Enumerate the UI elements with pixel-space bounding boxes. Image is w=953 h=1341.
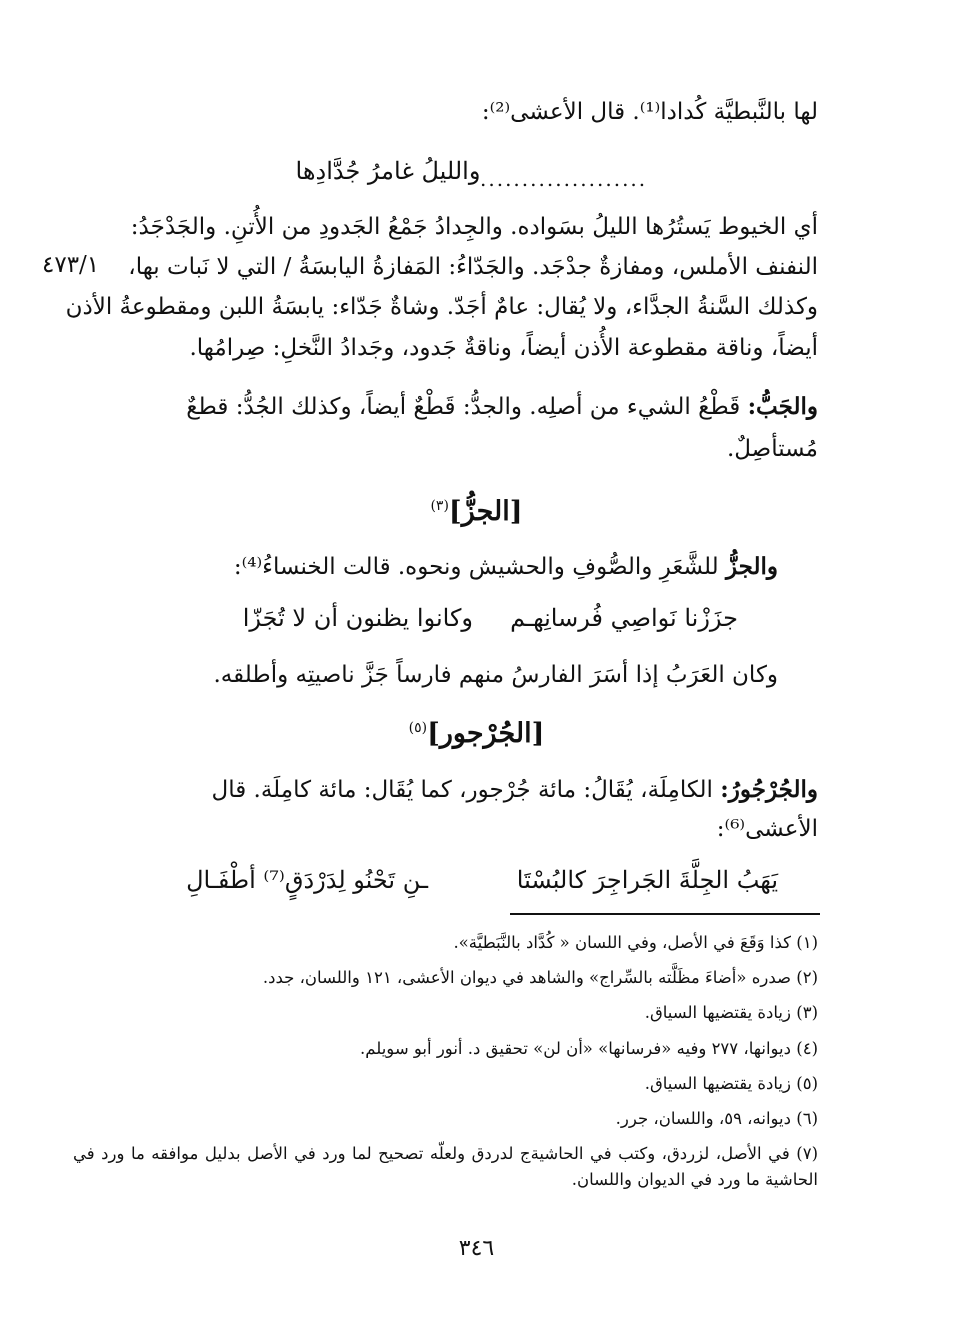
- text-line-7: مُستأصِلٌ.: [726, 436, 818, 462]
- verse-2-first-hemistich: جزَزْنا نَواصِي فُرسانِهـم: [510, 604, 738, 632]
- text-line-4: وكذلك السَّنةُ الجدَّاء، ولا يُقال: عامٌ أجَدّ. وشاةٌ جَدّاء: يابسَةُ اللبن ومقطوعةُ الأذن: [65, 294, 818, 320]
- text-line-2: أي الخيوط يَستُرُها الليلُ بسَواده. والجِدادُ جَمْعُ الجَدودِ من الأُتنِ. والجَدْجَدُ:: [130, 214, 818, 240]
- verse-1-ellipsis: ....................: [480, 167, 648, 191]
- term-jurjur: والجُرْجُورُ:: [720, 776, 818, 803]
- text-line-6-body: قَطْعُ الشيء من أصلِه. والجدُّ: قَطْعٌ أيضاً، وكذلك الجُدُّ: قطعٌ: [186, 394, 741, 420]
- footnote-4: (٤) ديوانها، ٢٧٧ وفيه «فرسانها» «أن لن» تحقيق د. أنور أبو سويلم.: [360, 1039, 818, 1058]
- term-jazz: والجزُّ: [725, 553, 778, 580]
- text-line-10-body: الكامِلَة، يُقَالُ: مائة جُرْجور، كما يُقَال: مائة كامِلَة. قال: [211, 777, 713, 803]
- heading-jazz: [0, 496, 953, 527]
- verse-3-first-hemistich: يَهَبُ الجِلَّةَ الجَراجِرَ كالبُسْتَا: [516, 866, 778, 894]
- footnote-6: (٦) ديوانه، ٥٩، واللسان، جرر.: [615, 1109, 818, 1128]
- verse-2: [128, 604, 818, 640]
- footnote-7: (٧) في الأصل، لزردق، وكتب في الحاشيةج لدردق ولعلّه تصحيح لما ورد في الأصل بدليل موافقه ما ورد في الحاشية ما ورد في الديوان واللسان.: [73, 1144, 818, 1189]
- verse-3-second-hemistich: ـنِ تَحْنُو لِدَرْدَقٍ⁽⁷⁾ أطْفَـالِ: [186, 866, 428, 894]
- heading-jurjur-ref: (٥): [408, 720, 428, 736]
- footnote-3: (٣) زيادة يقتضيها السياق.: [644, 1003, 818, 1022]
- verse-1: [128, 157, 818, 191]
- heading-jazz-title: [الجزُّ]: [448, 496, 523, 527]
- footnote-5: (٥) زيادة يقتضيها السياق.: [644, 1074, 818, 1093]
- verse-1-second-hemistich: والليلُ غامرُ جُدَّادِها: [295, 157, 481, 185]
- text-line-1: لها بالنَّبطيَّة كُدادا⁽¹⁾. قال الأعشى⁽²⁾:: [481, 99, 818, 125]
- heading-jurjur: [0, 718, 953, 749]
- text-line-5: أيضاً، وناقة مقطوعة الأُذن أيضاً، وناقةٌ جَدود، وجَدادُ النَّخلِ: صِرامُها.: [189, 335, 818, 361]
- term-jabb: والجَبُّ:: [747, 393, 818, 420]
- text-line-8-body: للشَّعَرِ والصُّوفِ والحشيش ونحوه. قالت الخنساءُ⁽⁴⁾:: [233, 554, 719, 580]
- verse-2-second-hemistich: وكانوا يظنون أن لا تُجَزّا: [242, 604, 473, 632]
- footnote-2: (٢) صدره «أضاءَ مظَلَّته بالسِّراج» والشاهد في ديوان الأعشى، ١٢١ واللسان، جدد.: [262, 968, 818, 987]
- text-line-8: [128, 552, 778, 582]
- heading-jurjur-title: [الجُرْجور]: [427, 718, 545, 749]
- text-line-3: النفنف الأملس، ومفازةٌ جدْجَد. والجَدّاءُ: المَفازةُ اليابسَةُ / التي لا نَبات بها،: [128, 254, 818, 280]
- margin-reference: ٤٧٣/١: [42, 252, 100, 278]
- footnote-1: (١) كذا وَقَعَ في الأصل، وفي اللسان « كُدَّاد بالنَّبَطيَّة».: [453, 933, 818, 952]
- footnote-separator: [510, 913, 820, 915]
- text-line-11: الأعشى⁽⁶⁾:: [716, 816, 818, 842]
- text-line-6: [128, 392, 818, 422]
- page-number: ٣٤٦: [458, 1236, 495, 1261]
- heading-jazz-ref: (٣): [430, 498, 449, 514]
- text-line-9: وكان العَرَبُ إذا أسَرَ الفارسُ منهم فارساً جَزَّ ناصيتِه وأطلقه.: [213, 662, 778, 688]
- text-line-10: [128, 775, 818, 805]
- verse-3: [128, 866, 818, 902]
